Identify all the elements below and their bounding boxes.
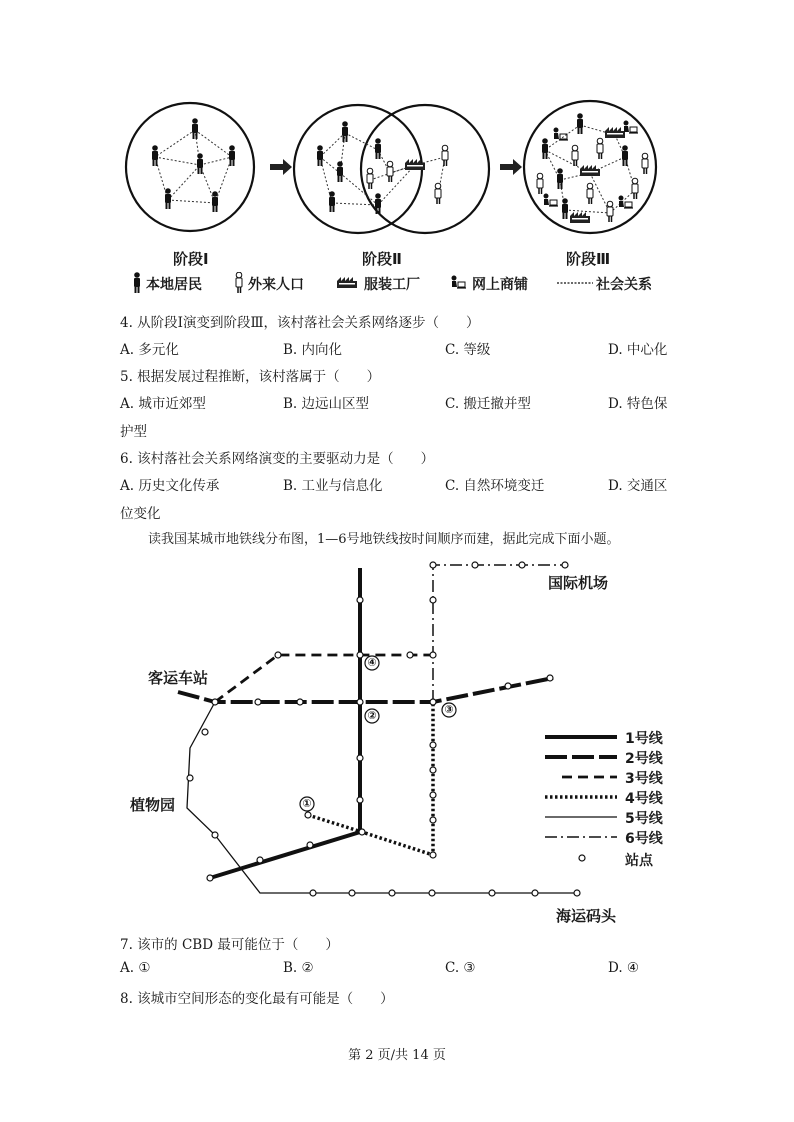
q5-option-b[interactable]: B. 边远山区型 (283, 396, 370, 412)
line-5 (187, 702, 577, 893)
passage-intro: 读我国某城市地铁线分布图，1—6号地铁线按时间顺序而建，据此完成下面小题。 (148, 532, 620, 547)
legend-station: 站点 (625, 853, 653, 869)
q5-option-d-continuation: 护型 (120, 424, 147, 440)
marker-2: ② (367, 709, 377, 722)
legend-migrant: 外来人口 (248, 277, 304, 293)
stage-network-figure (120, 95, 680, 300)
stage-1-circle (126, 103, 254, 231)
q6-option-b[interactable]: B. 工业与信息化 (283, 478, 383, 494)
q4-option-a[interactable]: A. 多元化 (120, 342, 179, 358)
legend-line-4: 4号线 (625, 791, 663, 807)
q5-option-c[interactable]: C. 搬迁撤并型 (445, 396, 531, 412)
question-7-stem: 7. 该市的 CBD 最可能位于（ ） (120, 937, 339, 953)
figure1-legend (130, 272, 690, 294)
q5-option-d[interactable]: D. 特色保 (608, 396, 668, 412)
question-6-stem: 6. 该村落社会关系网络演变的主要驱动力是（ ） (120, 451, 435, 467)
q6-option-d-continuation: 位变化 (120, 506, 161, 522)
q6-option-a[interactable]: A. 历史文化传承 (120, 478, 220, 494)
line-2 (178, 678, 553, 702)
legend-local-resident: 本地居民 (146, 277, 202, 293)
dotted-line-icon (555, 272, 595, 294)
question-8-stem: 8. 该城市空间形态的变化最有可能是（ ） (120, 991, 394, 1007)
q4-option-c[interactable]: C. 等级 (445, 342, 491, 358)
q7-option-c[interactable]: C. ③ (445, 960, 476, 976)
legend-social-relation: 社会关系 (596, 277, 652, 293)
place-airport: 国际机场 (548, 574, 609, 592)
stage-3-circle (524, 101, 656, 233)
migrant-icon (232, 272, 246, 294)
legend-line-6: 6号线 (625, 831, 663, 847)
q4-option-d[interactable]: D. 中心化 (608, 342, 668, 358)
question-5-stem: 5. 根据发展过程推断，该村落属于（ ） (120, 369, 381, 385)
q7-option-b[interactable]: B. ② (283, 960, 314, 976)
q7-option-d[interactable]: D. ④ (608, 960, 640, 976)
legend-line-3: 3号线 (625, 771, 663, 787)
line-1 (210, 568, 360, 878)
legend-line-1: 1号线 (625, 731, 663, 747)
factory-icon (334, 272, 360, 294)
q4-option-b[interactable]: B. 内向化 (283, 342, 343, 358)
stage-3-label: 阶段Ⅲ (566, 250, 611, 268)
line-3 (215, 655, 432, 702)
legend-online-shop: 网上商铺 (472, 277, 528, 293)
place-port: 海运码头 (556, 907, 617, 925)
online-shop-icon (448, 272, 470, 294)
marker-1: ① (302, 797, 312, 810)
q7-option-a[interactable]: A. ① (120, 960, 151, 976)
q6-option-c[interactable]: C. 自然环境变迁 (445, 478, 545, 494)
stage-2-label: 阶段Ⅱ (362, 250, 402, 268)
stations (187, 562, 580, 896)
arrow-icon (270, 159, 292, 175)
question-4-stem: 4. 从阶段Ⅰ演变到阶段Ⅲ，该村落社会关系网络逐步（ ） (120, 315, 480, 331)
place-bus-station: 客运车站 (148, 669, 209, 687)
stage-2-circles (294, 105, 489, 233)
local-resident-icon (130, 272, 144, 294)
subway-map (0, 550, 794, 930)
map-legend-lines (545, 737, 617, 861)
legend-factory: 服装工厂 (364, 277, 420, 293)
place-botanical: 植物园 (130, 796, 176, 814)
line-4 (308, 702, 433, 855)
page-footer: 第 2 页/共 14 页 (348, 1048, 446, 1063)
q6-option-d[interactable]: D. 交通区 (608, 478, 668, 494)
q5-option-a[interactable]: A. 城市近郊型 (120, 396, 206, 412)
arrow-icon (500, 159, 522, 175)
marker-4: ④ (367, 656, 377, 669)
stage-1-label: 阶段Ⅰ (173, 250, 209, 268)
legend-line-2: 2号线 (625, 751, 663, 767)
marker-3: ③ (444, 703, 454, 716)
legend-line-5: 5号线 (625, 811, 663, 827)
